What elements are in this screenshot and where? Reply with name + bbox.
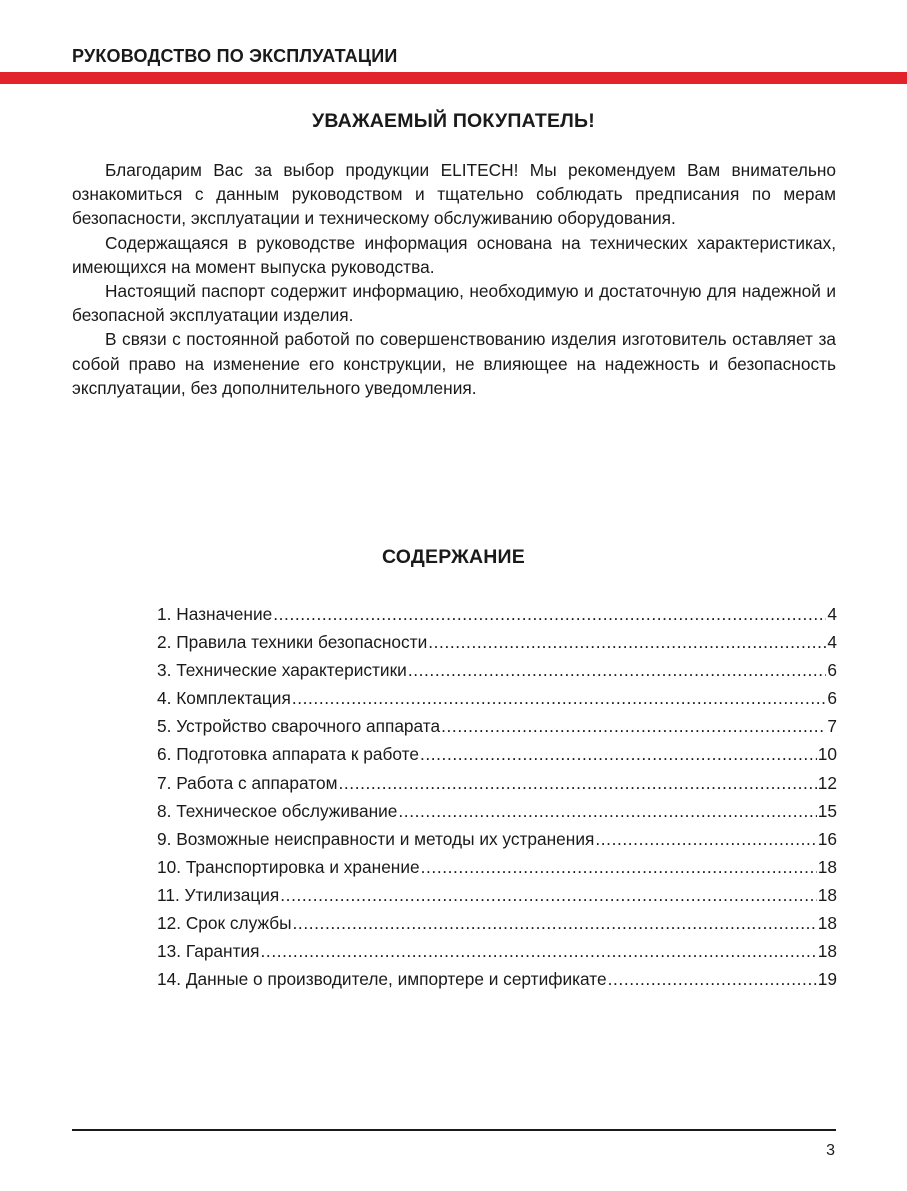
toc-item-label: 10. Транспортировка и хранение [157, 856, 420, 877]
toc-leader-dots [420, 740, 817, 768]
toc-item-page: 16 [817, 828, 837, 849]
toc-item-page: 6 [827, 688, 837, 709]
toc-item-label: 1. Назначение [157, 604, 273, 624]
toc-item-label: 9. Возможные неисправности и методы их устранения [157, 828, 595, 849]
toc-title: СОДЕРЖАНИЕ [382, 546, 525, 568]
toc-item[interactable] [157, 628, 837, 656]
footer-rule [72, 1129, 836, 1131]
toc-item-page: 19 [817, 969, 837, 990]
toc-item-page: 18 [817, 913, 837, 934]
toc-item-label: 11. Утилизация [157, 884, 280, 905]
toc-item-label: 4. Комплектация [157, 688, 291, 709]
toc-leader-dots [398, 797, 816, 825]
table-of-contents [157, 600, 837, 993]
toc-item[interactable] [157, 965, 837, 993]
intro-text [72, 158, 836, 400]
toc-item-page: 12 [817, 772, 837, 793]
toc-item-label: 3. Технические характеристики [157, 660, 407, 681]
toc-leader-dots [428, 628, 826, 656]
toc-item-label: 12. Срок службы [157, 913, 292, 934]
toc-item[interactable] [157, 684, 837, 712]
toc-item[interactable] [157, 937, 837, 965]
toc-item[interactable] [157, 909, 837, 937]
toc-item-page: 4 [827, 604, 837, 624]
document-header-title: РУКОВОДСТВО ПО ЭКСПЛУАТАЦИИ [72, 46, 398, 66]
toc-item-label: 6. Подготовка аппарата к работе [157, 744, 419, 765]
toc-item-label: 5. Устройство сварочного аппарата [157, 716, 441, 737]
page-number: 3 [826, 1142, 835, 1159]
toc-leader-dots [293, 909, 817, 937]
toc-item-label: 7. Работа с аппаратом [157, 772, 338, 793]
toc-leader-dots [421, 853, 817, 881]
toc-item[interactable] [157, 825, 837, 853]
toc-item[interactable] [157, 769, 837, 797]
toc-item[interactable] [157, 797, 837, 825]
intro-paragraph: Настоящий паспорт содержит информацию, необходимую и достаточную для надежной и безопасной эксплуатации изделия. [72, 281, 836, 326]
toc-item-label: 8. Техническое обслуживание [157, 800, 398, 821]
intro-paragraph: В связи с постоянной работой по совершенствованию изделия изготовитель оставляет за собой право на изменение его конструкции, не влияющее на надежность и безопасность эксплуатации, без дополнительного уведомления. [72, 329, 836, 398]
toc-item[interactable] [157, 656, 837, 684]
toc-leader-dots [261, 937, 817, 965]
toc-leader-dots [595, 825, 816, 853]
toc-leader-dots [408, 656, 827, 684]
header-red-bar [0, 72, 907, 84]
toc-item-label: 2. Правила техники безопасности [157, 632, 428, 653]
toc-item[interactable] [157, 853, 837, 881]
toc-item-page: 18 [817, 884, 837, 905]
toc-leader-dots [441, 712, 826, 740]
toc-item-page: 7 [827, 716, 837, 737]
toc-leader-dots [292, 684, 827, 712]
toc-item[interactable] [157, 712, 837, 740]
toc-item[interactable] [157, 881, 837, 909]
toc-item-label: 13. Гарантия [157, 941, 260, 962]
toc-item[interactable] [157, 600, 837, 628]
toc-item-page: 18 [817, 941, 837, 962]
toc-leader-dots [280, 881, 816, 909]
toc-item-page: 4 [827, 632, 837, 653]
toc-leader-dots [608, 965, 817, 993]
toc-item-page: 15 [817, 800, 837, 821]
toc-item-page: 10 [817, 744, 837, 765]
toc-item[interactable] [157, 740, 837, 768]
greeting-heading: УВАЖАЕМЫЙ ПОКУПАТЕЛЬ! [312, 110, 595, 132]
intro-paragraph: Содержащаяся в руководстве информация основана на технических характеристиках, имеющихся на момент выпуска руководства. [72, 232, 836, 277]
intro-paragraph: Благодарим Вас за выбор продукции ELITECH! Мы рекомендуем Вам внимательно ознакомиться с данным руководством и тщательно соблюдать предписания по мерам безопасности, эксплуатации и техническому обслуживанию оборудования. [72, 160, 836, 229]
toc-item-page: 18 [817, 856, 837, 877]
toc-item-page: 6 [827, 660, 837, 681]
toc-leader-dots [338, 769, 816, 797]
toc-item-label: 14. Данные о производителе, импортере и сертификате [157, 969, 607, 990]
toc-leader-dots [273, 600, 826, 628]
